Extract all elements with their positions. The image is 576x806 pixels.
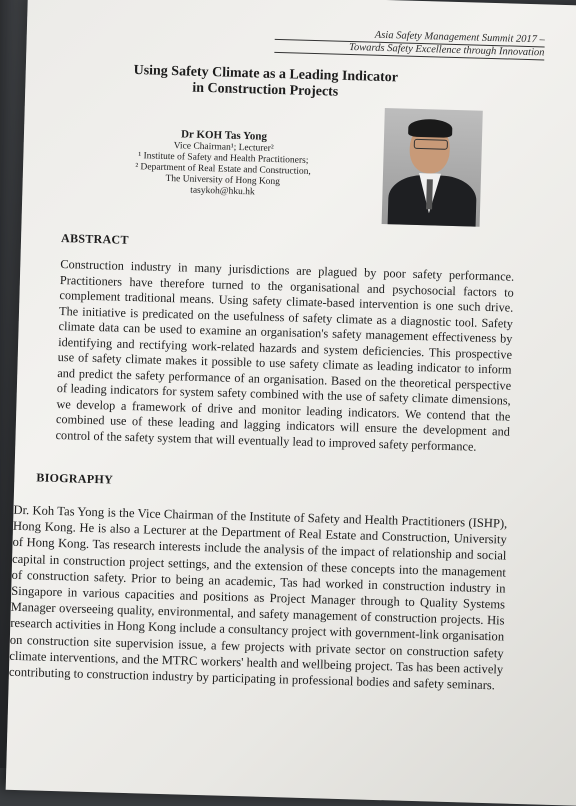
- paper-title: [85, 62, 446, 104]
- header-line-2: Towards Safety Excellence through Innovation: [274, 39, 544, 61]
- title-line-2: in Construction Projects: [192, 80, 339, 100]
- author-affiliation-2: ² Department of Real Estate and Construction,: [135, 162, 311, 177]
- page-content: [8, 11, 557, 693]
- photo-glasses: [414, 139, 448, 150]
- author-affiliation-1: ¹ Institute of Safety and Health Practitioners;: [138, 151, 309, 166]
- title-line-1: Using Safety Climate as a Leading Indicator: [133, 62, 399, 86]
- author-email: tasykoh@hku.hk: [190, 185, 255, 198]
- author-affiliation-3: The University of Hong Kong: [165, 173, 281, 188]
- author-role: Vice Chairman¹; Lecturer²: [173, 141, 274, 154]
- abstract-text: Construction industry in many jurisdictions are plagued by poor safety performance. Practitioners have therefore turned to the organisational and psychosocial factors to complement traditional means. Using safety climate-based intervention is one such drive. The initiative is predicated on the usefulness of safety climate as a diagnostic tool. Safety climate data can be used to examine an organisation's safety management effectiveness by identifying and rectifying work-related hazards and system deficiencies. This prospective use of safety climate makes it possible to use safety climate as leading indicator to inform and predict the safety performance of an organisation. Based on the theoretical perspective of leading indicators for system safety combined with the use of safety climate dimensions, we develop a framework of drive and monitor leading indicators. We contend that the combined use of these leading and lagging indicators will ensure the development and control of the safety system that will eventually lead to improved safety performance.: [55, 257, 515, 454]
- running-header: [274, 27, 545, 61]
- biography-text: Dr. Koh Tas Yong is the Vice Chairman of the Institute of Safety and Health Practitioners (ISHP), Hong Kong. He is also a Lecturer at the Department of Real Estate and Construction, University of Hong Kong. Tas research interests include the analysis of the impact of relationship and social capital in construction project settings, and the extension of these concepts into the management of construction safety. Prior to being an academic, Tas had worked in construction industry in Singapore in various capacities and positions as Project Manager through to Quality Systems Manager overseeing quality, environmental, and safety management of construction projects. His research activities in Hong Kong include a consultancy project with government-link organisation on construction site supervision issue, a few projects with private sector on construction safety climate interventions, and the MTRC workers' health and wellbeing project. Tas has been actively contributing to construction industry by participating in professional bodies and safety seminars.: [8, 502, 508, 693]
- biography-heading: BIOGRAPHY: [36, 470, 114, 487]
- abstract-heading: ABSTRACT: [60, 231, 130, 247]
- document-page: [6, 0, 576, 806]
- author-block: [72, 124, 374, 201]
- author-name: Dr KOH Tas Yong: [180, 128, 268, 143]
- photo-tie: [426, 179, 433, 209]
- author-photo: [382, 108, 483, 227]
- photo-hair: [408, 119, 452, 138]
- header-line-1: Asia Safety Management Summit 2017 –: [374, 29, 545, 46]
